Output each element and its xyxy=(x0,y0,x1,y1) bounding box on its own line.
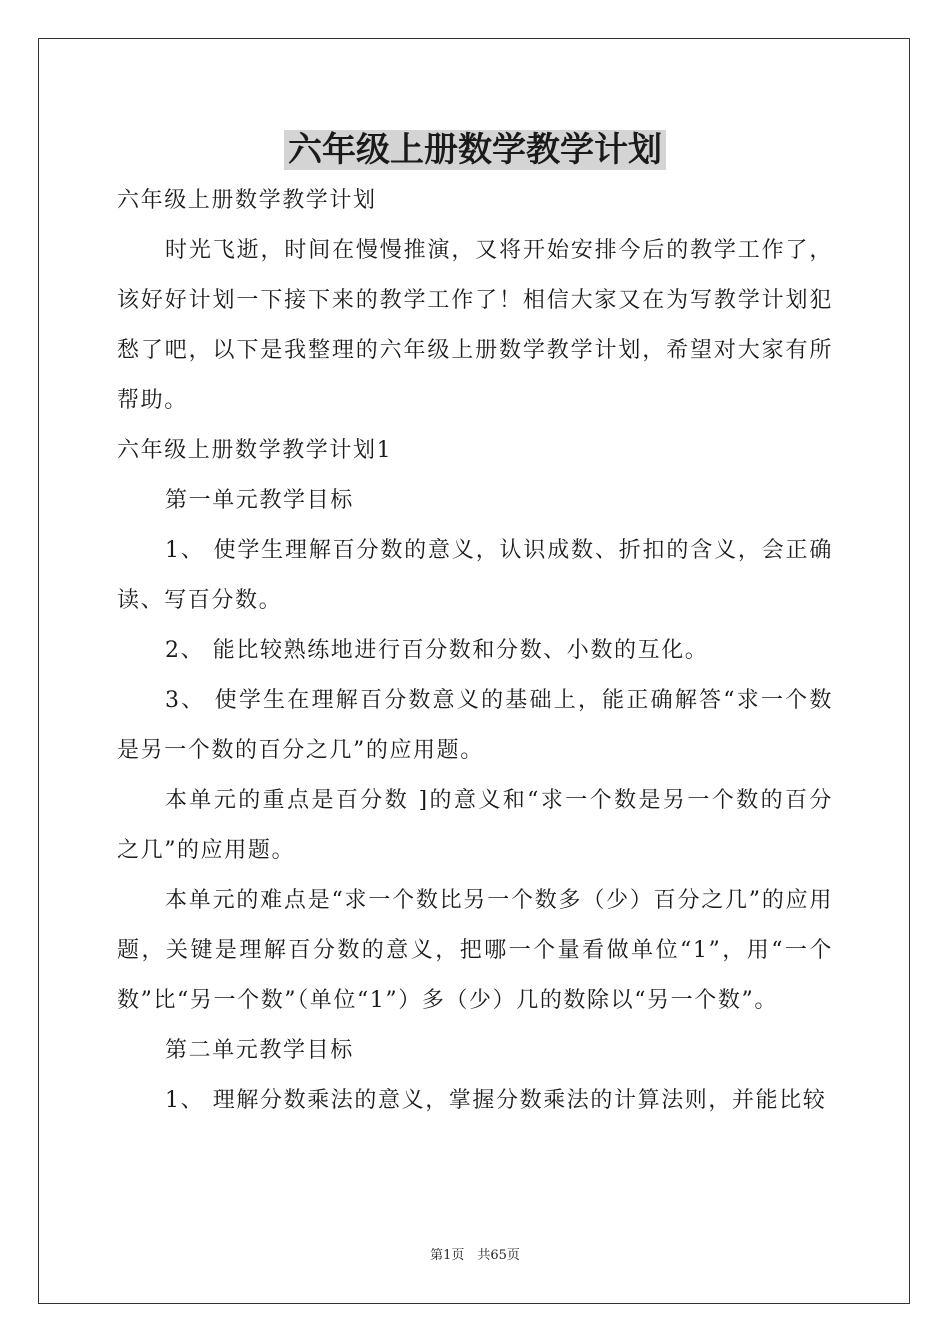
paragraph-unit1-goal3: 3、 使学生在理解百分数意义的基础上，能正确解答“求一个数是另一个数的百分之几”的应用题。 xyxy=(117,688,833,763)
document-title-text: 六年级上册数学教学计划 xyxy=(284,130,666,170)
paragraph-intro: 时光飞逝，时间在慢慢推演，又将开始安排今后的教学工作了，该好好计划一下接下来的教学工作了！相信大家又在为写教学计划犯愁了吧，以下是我整理的六年级上册数学教学计划，希望对大家有所帮助。 xyxy=(117,238,833,413)
document-body xyxy=(117,176,833,1126)
paragraph-unit1-difficulty: 本单元的难点是“求一个数比另一个数多（少）百分之几”的应用题，关键是理解百分数的意义，把哪一个量看做单位“1”，用“一个数”比“另一个数”（单位“1”）多（少）几的数除以“另一个数”。 xyxy=(117,888,833,1013)
paragraph-unit1-key-point: 本单元的重点是百分数 ]的意义和“求一个数是另一个数的百分之几”的应用题。 xyxy=(117,788,833,863)
paragraph-unit2-heading: 第二单元教学目标 xyxy=(165,1038,354,1063)
paragraph-subtitle: 六年级上册数学教学计划 xyxy=(117,188,377,213)
paragraph-unit1-goal2: 2、 能比较熟练地进行百分数和分数、小数的互化。 xyxy=(165,638,709,663)
paragraph-unit1-heading: 第一单元教学目标 xyxy=(165,488,354,513)
page-footer: 第1页 共65页 xyxy=(430,1248,520,1263)
document-title xyxy=(0,126,950,174)
paragraph-unit1-goal1: 1、 使学生理解百分数的意义，认识成数、折扣的含义，会正确读、写百分数。 xyxy=(117,538,833,613)
paragraph-unit2-goal1: 1、 理解分数乘法的意义，掌握分数乘法的计算法则，并能比较 xyxy=(165,1088,827,1113)
paragraph-section-heading: 六年级上册数学教学计划1 xyxy=(117,438,393,463)
